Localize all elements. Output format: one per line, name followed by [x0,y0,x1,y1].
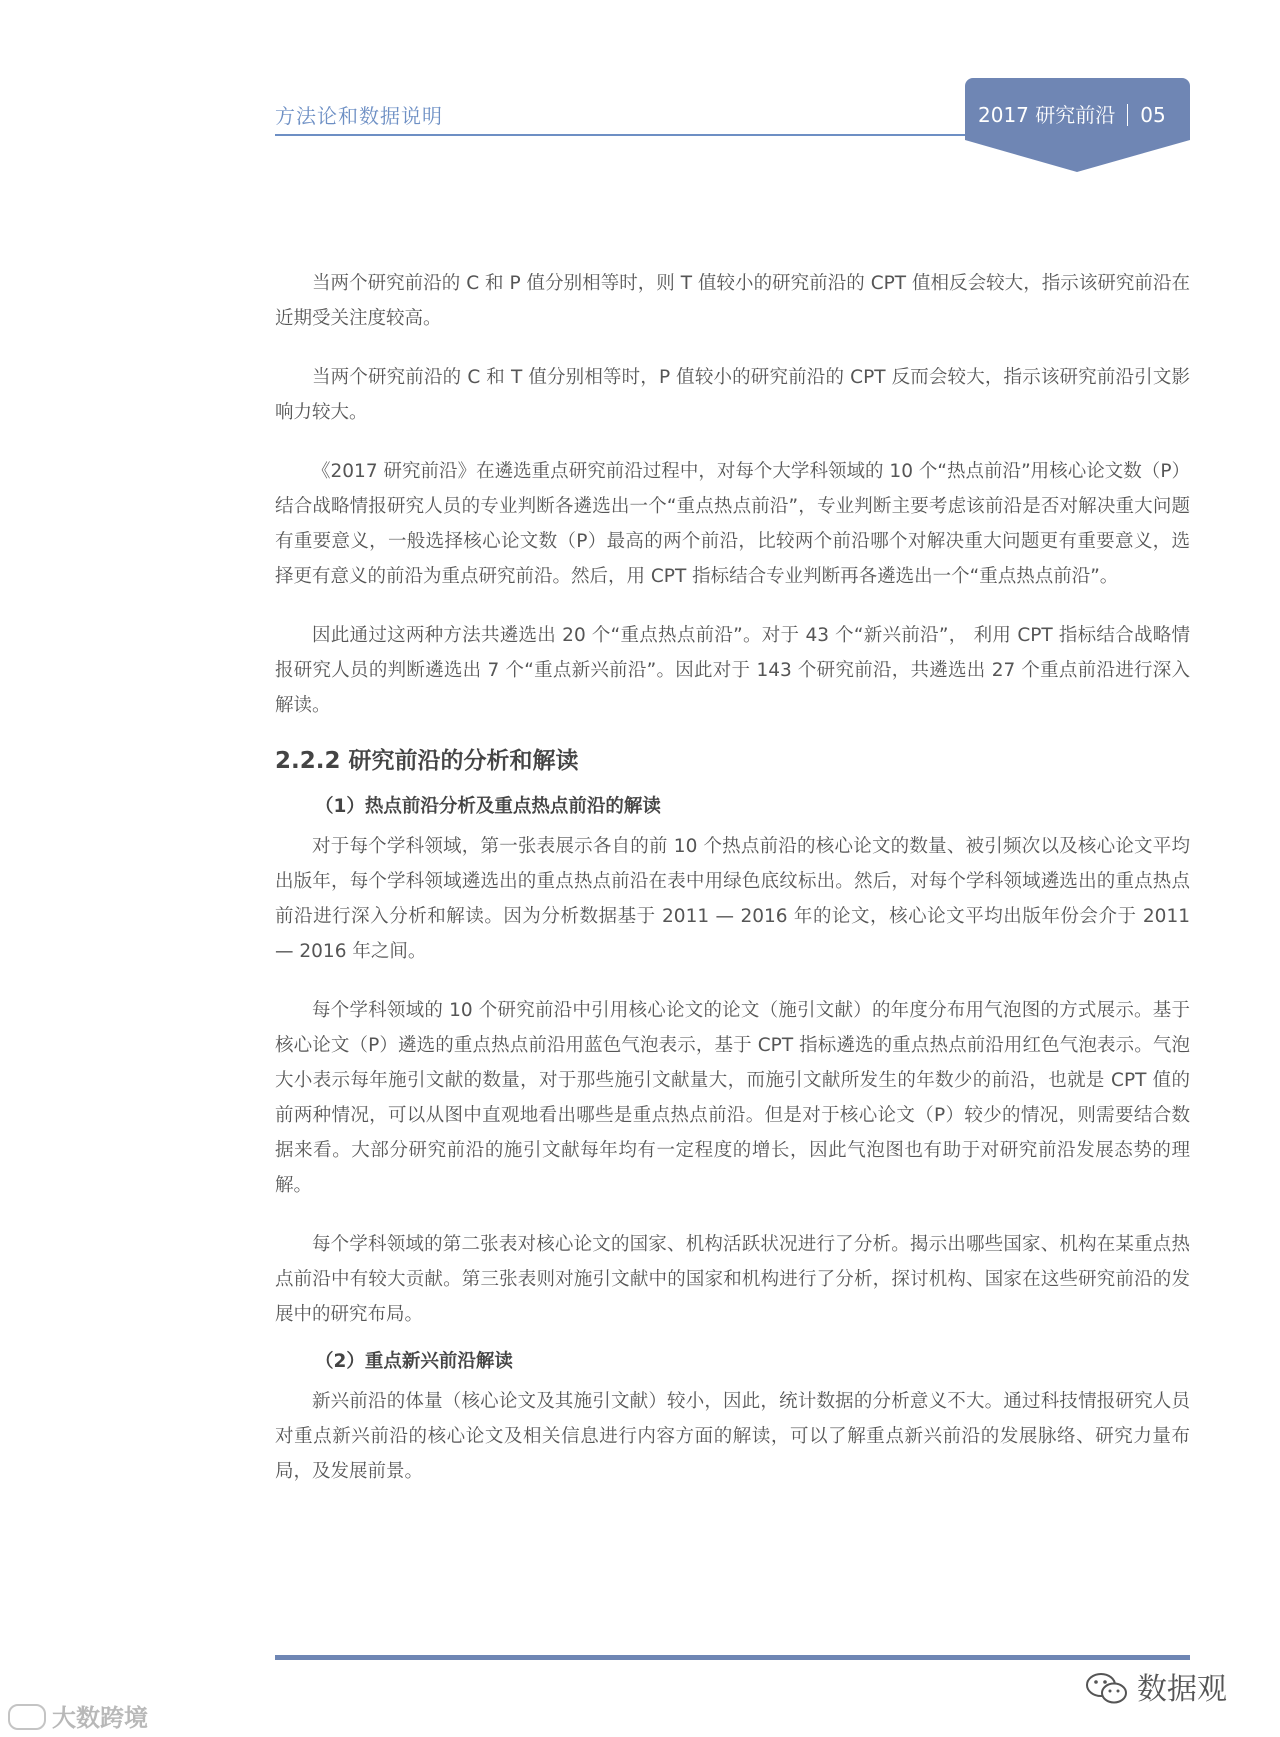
page-body [275,266,1190,1513]
subsection-heading: （1）热点前沿分析及重点热点前沿的解读 [315,796,661,817]
header-tab-text [978,99,1178,128]
section-heading: 2.2.2 研究前沿的分析和解读 [275,748,579,774]
report-title: 2017 研究前沿 [978,103,1116,127]
paragraph: 每个学科领域的第二张表对核心论文的国家、机构活跃状况进行了分析。揭示出哪些国家、机构在某重点热点前沿中有较大贡献。第三张表则对施引文献中的国家和机构进行了分析，探讨机构、国家在这些研究前沿的发展中的研究布局。 [275,1234,1190,1325]
paragraph: 每个学科领域的 10 个研究前沿中引用核心论文的论文（施引文献）的年度分布用气泡图的方式展示。基于核心论文（P）遴选的重点热点前沿用蓝色气泡表示，基于 CPT 指标遴选的重点热点前沿用红色气泡表示。气泡大小表示每年施引文献的数量，对于那些施引文献量大，而施引文献所发生的年数少的前沿，也就是 CPT 值的前两种情况，可以从图中直观地看出哪些是重点热点前沿。但是对于核心论文（P）较少的情况，则需要结合数据来看。大部分研究前沿的施引文献每年均有一定程度的增长，因此气泡图也有助于对研究前沿发展态势的理解。 [275,1000,1190,1196]
footer-divider [275,1655,1190,1660]
wechat-icon [1085,1671,1129,1715]
header-tab-point [965,140,1190,172]
paragraph: 新兴前沿的体量（核心论文及其施引文献）较小，因此，统计数据的分析意义不大。通过科技情报研究人员对重点新兴前沿的核心论文及相关信息进行内容方面的解读，可以了解重点新兴前沿的发展脉络、研究力量布局，及发展前景。 [275,1391,1190,1482]
watermark-left [8,1698,148,1733]
watermark-logo-icon [8,1704,46,1730]
paragraph: 当两个研究前沿的 C 和 T 值分别相等时，P 值较小的研究前沿的 CPT 反而会较大，指示该研究前沿引文影响力较大。 [275,367,1190,423]
paragraph: 对于每个学科领域，第一张表展示各自的前 10 个热点前沿的核心论文的数量、被引频次以及核心论文平均出版年，每个学科领域遴选出的重点热点前沿在表中用绿色底纹标出。然后，对每个学科领域遴选出的重点热点前沿进行深入分析和解读。因为分析数据基于 2011 — 2016 年的论文，核心论文平均出版年份会介于 2011 — 2016 年之间。 [275,836,1190,962]
page-header [0,0,1280,200]
watermark-right [1085,1664,1227,1715]
paragraph: 当两个研究前沿的 C 和 P 值分别相等时，则 T 值较小的研究前沿的 CPT 值相反会较大，指示该研究前沿在近期受关注度较高。 [275,273,1190,329]
header-tab-separator [1127,104,1128,126]
paragraph: 《2017 研究前沿》在遴选重点研究前沿过程中，对每个大学科领域的 10 个“热点前沿”用核心论文数（P）结合战略情报研究人员的专业判断各遴选出一个“重点热点前沿”，专业判断主要考虑该前沿是否对解决重大问题有重要意义，一般选择核心论文数（P）最高的两个前沿，比较两个前沿哪个对解决重大问题更有重要意义，选择更有意义的前沿为重点研究前沿。然后，用 CPT 指标结合专业判断再各遴选出一个“重点热点前沿”。 [275,461,1190,587]
paragraph: 因此通过这两种方法共遴选出 20 个“重点热点前沿”。对于 43 个“新兴前沿”， 利用 CPT 指标结合战略情报研究人员的判断遴选出 7 个“重点新兴前沿”。因此对于 143 个研究前沿，共遴选出 27 个重点前沿进行深入解读。 [275,625,1190,716]
chapter-title: 方法论和数据说明 [275,104,443,128]
watermark-right-text: 数据观 [1137,1672,1227,1707]
header-divider [275,134,965,136]
page-number: 05 [1140,103,1166,127]
watermark-left-text: 大数跨境 [52,1704,148,1732]
subsection-heading: （2）重点新兴前沿解读 [315,1351,513,1372]
